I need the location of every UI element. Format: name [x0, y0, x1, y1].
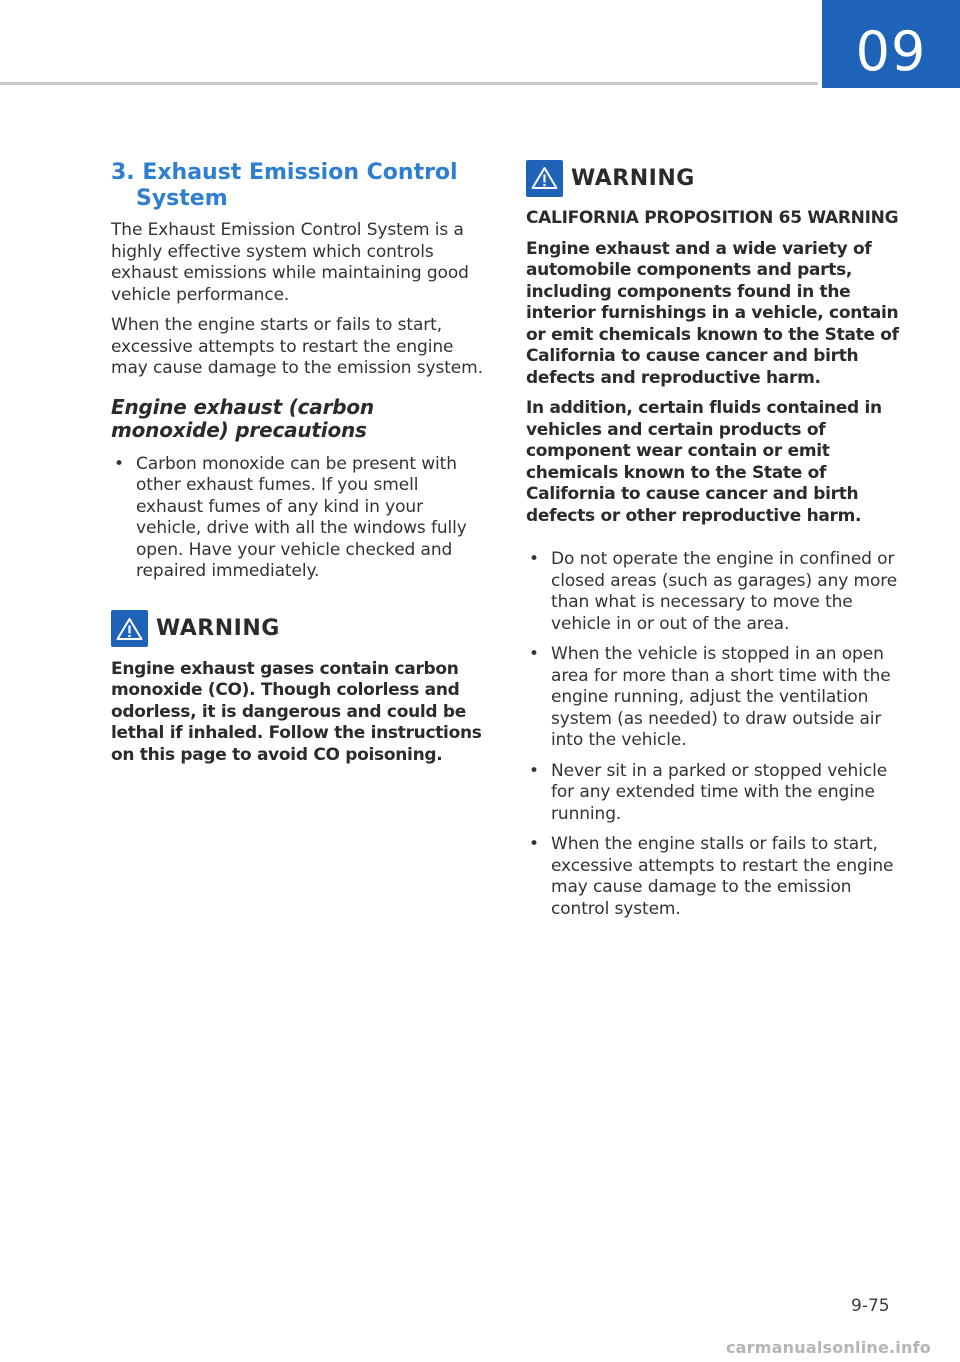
- left-bullet-list: [111, 454, 483, 583]
- right-bullet-list: [526, 549, 906, 920]
- chapter-tab: 09: [822, 0, 960, 88]
- prop65-paragraph: Engine exhaust and a wide variety of automobile components and parts, including components found in the interior furnishings in a vehicle, contain or emit chemicals known to the State of California to cause cancer and birth defects and reproductive harm.: [526, 238, 899, 388]
- watermark: carmanualsonline.info: [726, 1338, 931, 1357]
- intro-paragraph: The Exhaust Emission Control System is a highly effective system which controls exhaust emissions while maintaining good vehicle performance.: [111, 220, 469, 305]
- prop65-paragraph: In addition, certain fluids contained in vehicles and certain products of component wear contain or emit chemicals known to the State of California to cause cancer and birth defects or other reproductive harm.: [526, 398, 882, 526]
- list-item: • When the vehicle is stopped in an open area for more than a short time with the engine running, adjust the ventilation system (as needed) to draw outside air into the vehicle.: [529, 644, 891, 750]
- left-column: [111, 160, 483, 775]
- list-item-text: Carbon monoxide can be present with other exhaust fumes. If you smell exhaust fumes of any kind in your vehicle, drive with all the windows fully open. Have your vehicle checked and repaired immediately.: [136, 453, 467, 581]
- warning-label: WARNING: [156, 616, 280, 641]
- warning-triangle-icon: [111, 610, 148, 647]
- list-item-text: When the engine stalls or fails to start, excessive attempts to restart the engine may cause damage to the emission control system.: [551, 834, 894, 919]
- list-item: • Carbon monoxide can be present with other exhaust fumes. If you smell exhaust fumes of any kind in your vehicle, drive with all the windows fully open. Have your vehicle checked and repaired immediately.: [114, 453, 467, 581]
- warning-label: WARNING: [571, 165, 695, 191]
- restart-paragraph: When the engine starts or fails to start, excessive attempts to restart the engine may cause damage to the emission system.: [111, 315, 483, 378]
- list-item: • Never sit in a parked or stopped vehicle for any extended time with the engine running.: [529, 760, 888, 824]
- subheading: Engine exhaust (carbon monoxide) precautions: [111, 394, 374, 442]
- right-column: [526, 160, 906, 929]
- warning-heading: [111, 609, 483, 649]
- list-item: • Do not operate the engine in confined or closed areas (such as garages) any more than what is necessary to move the vehicle in or out of the area.: [529, 549, 898, 634]
- warning-triangle-icon: [526, 160, 563, 197]
- prop65-title: CALIFORNIA PROPOSITION 65 WARNING: [526, 208, 899, 228]
- warning-text: Engine exhaust gases contain carbon monoxide (CO). Though colorless and odorless, it is dangerous and could be lethal if inhaled. Follow the instructions on this page to avoid CO poisoning.: [111, 658, 482, 765]
- warning-heading: [526, 158, 906, 198]
- list-item-text: Do not operate the engine in confined or closed areas (such as garages) any more than what is necessary to move the vehicle in or out of the area.: [551, 549, 898, 634]
- list-item-text: When the vehicle is stopped in an open area for more than a short time with the engine running, adjust the ventilation system (as needed) to draw outside air into the vehicle.: [551, 644, 891, 750]
- list-item: • When the engine stalls or fails to start, excessive attempts to restart the engine may cause damage to the emission control system.: [529, 834, 894, 919]
- page-number: 9-75: [851, 1296, 890, 1316]
- header-rule: [0, 82, 818, 85]
- section-title: 3. Exhaust Emission Control System: [111, 160, 458, 211]
- list-item-text: Never sit in a parked or stopped vehicle for any extended time with the engine running.: [551, 760, 888, 824]
